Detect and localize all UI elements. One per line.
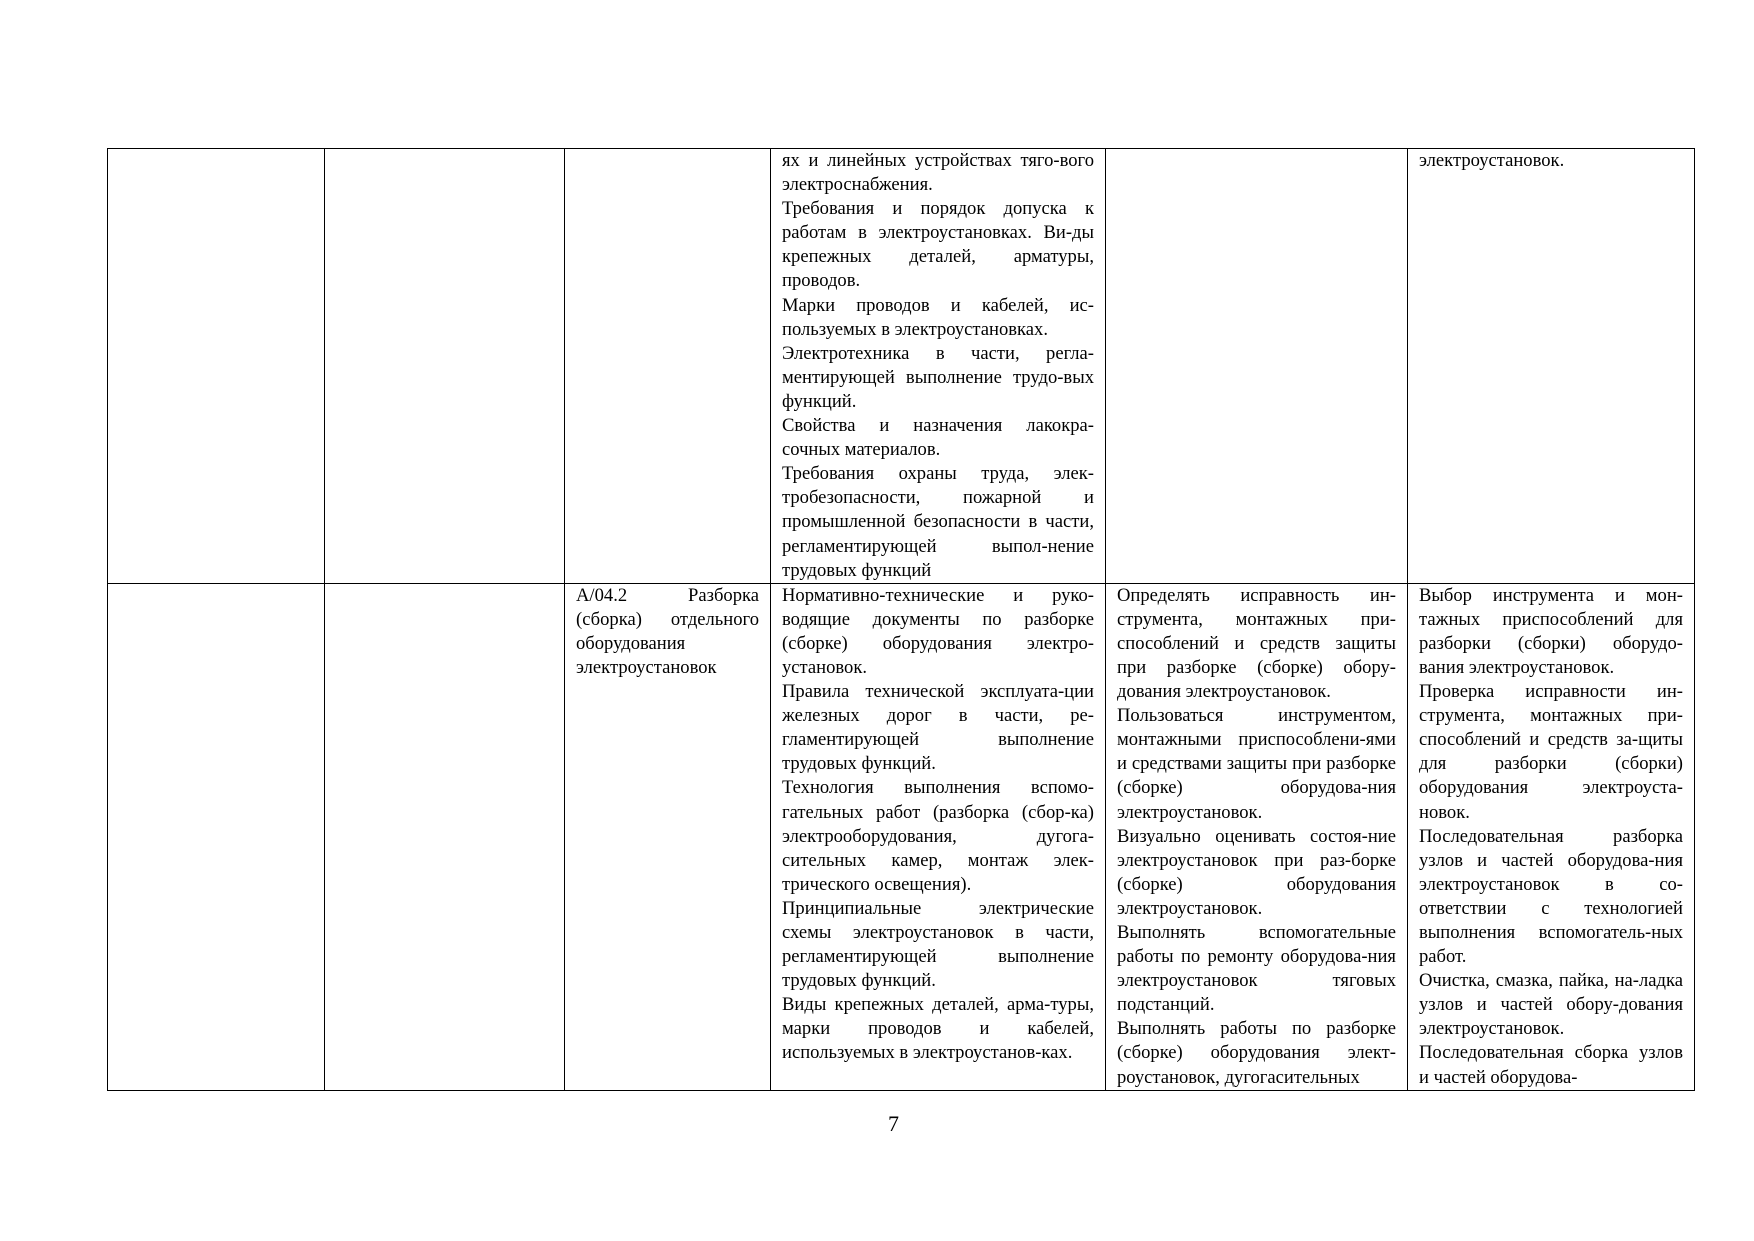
knowledge-item: Электротехника в части, регла-ментирующей выполнение трудо-вых функций. bbox=[782, 342, 1094, 412]
knowledge-item: Технология выполнения вспомо-гательных работ (разборка (сбор-ка) электрооборудования, дугога-сительных камер, монтаж элек-трического освещения). bbox=[782, 777, 1094, 895]
knowledge-item: Правила технической эксплуата-ции железных дорог в части, ре-гламентирующей выполнение трудовых функций. bbox=[782, 681, 1094, 775]
table-row bbox=[108, 583, 1695, 1090]
action-item: Выбор инструмента и мон-тажных приспособлений для разборки (сборки) оборудо-вания электроустановок. bbox=[1419, 584, 1683, 678]
skill-item: Определять исправность ин-струмента, монтажных при-способлений и средств защиты при разборке (сборке) обору-дования электроустановок. bbox=[1117, 584, 1396, 703]
action-item: Последовательная разборка узлов и частей оборудова-ния электроустановок в со-ответствии с технологией выполнения вспомогатель-ных работ. bbox=[1419, 825, 1683, 968]
action-item: Последовательная сборка узлов и частей оборудова- bbox=[1419, 1042, 1683, 1088]
cell-col1 bbox=[108, 583, 325, 1090]
table-row bbox=[108, 149, 1695, 584]
cell-function bbox=[565, 149, 771, 584]
cell-actions bbox=[1408, 583, 1695, 1090]
cell-skills bbox=[1106, 149, 1408, 584]
knowledge-item: ях и линейных устройствах тяго-вого электроснабжения. bbox=[782, 150, 1094, 196]
knowledge-item: Свойства и назначения лакокра-сочных материалов. bbox=[782, 415, 1094, 461]
knowledge-item: Требования и порядок допуска к работам в электроустановках. Ви-ды крепежных деталей, арматуры, проводов. bbox=[782, 198, 1094, 292]
knowledge-item: Требования охраны труда, элек-тробезопасности, пожарной и промышленной безопасности в части, регламентирующей выпол-нение трудовых функций bbox=[782, 463, 1094, 581]
action-item: Очистка, смазка, пайка, на-ладка узлов и частей обору-дования электроустановок. bbox=[1419, 970, 1683, 1040]
skill-item: Выполнять работы по разборке (сборке) оборудования элект-роустановок, дугогасительных bbox=[1117, 1018, 1396, 1088]
cell-actions bbox=[1408, 149, 1695, 584]
function-title: A/04.2 Разборка (сборка) отдельного оборудования электроустановок bbox=[576, 584, 759, 678]
competency-table bbox=[107, 148, 1695, 1091]
knowledge-item: Марки проводов и кабелей, ис-пользуемых в электроустановках. bbox=[782, 294, 1094, 340]
cell-function bbox=[565, 583, 771, 1090]
cell-col1 bbox=[108, 149, 325, 584]
knowledge-item: Виды крепежных деталей, арма-туры, марки проводов и кабелей, используемых в электроустанов-ках. bbox=[782, 994, 1094, 1064]
skill-item: Пользоваться инструментом, монтажными приспособлени-ями и средствами защиты при разборке (сборке) оборудова-ния электроустановок. bbox=[1117, 705, 1396, 823]
cell-skills bbox=[1106, 583, 1408, 1090]
skill-item: Выполнять вспомогательные работы по ремонту оборудова-ния электроустановок тяговых подстанций. bbox=[1117, 922, 1396, 1016]
cell-col2 bbox=[325, 583, 565, 1090]
cell-knowledge bbox=[771, 149, 1106, 584]
knowledge-item: Принципиальные электрические схемы электроустановок в части, регламентирующей выполнение трудовых функций. bbox=[782, 897, 1094, 992]
action-item: электроустановок. bbox=[1419, 150, 1565, 171]
page-number: 7 bbox=[888, 1111, 899, 1136]
skill-item: Визуально оценивать состоя-ние электроустановок при раз-борке (сборке) оборудования электроустановок. bbox=[1117, 825, 1396, 919]
knowledge-item: Нормативно-технические и руко-водящие документы по разборке (сборке) оборудования электро-установок. bbox=[782, 584, 1094, 678]
cell-col2 bbox=[325, 149, 565, 584]
cell-knowledge bbox=[771, 583, 1106, 1090]
action-item: Проверка исправности ин-струмента, монтажных при-способлений и средств за-щиты для разборки (сборки) оборудования электроуста-новок. bbox=[1419, 681, 1683, 823]
